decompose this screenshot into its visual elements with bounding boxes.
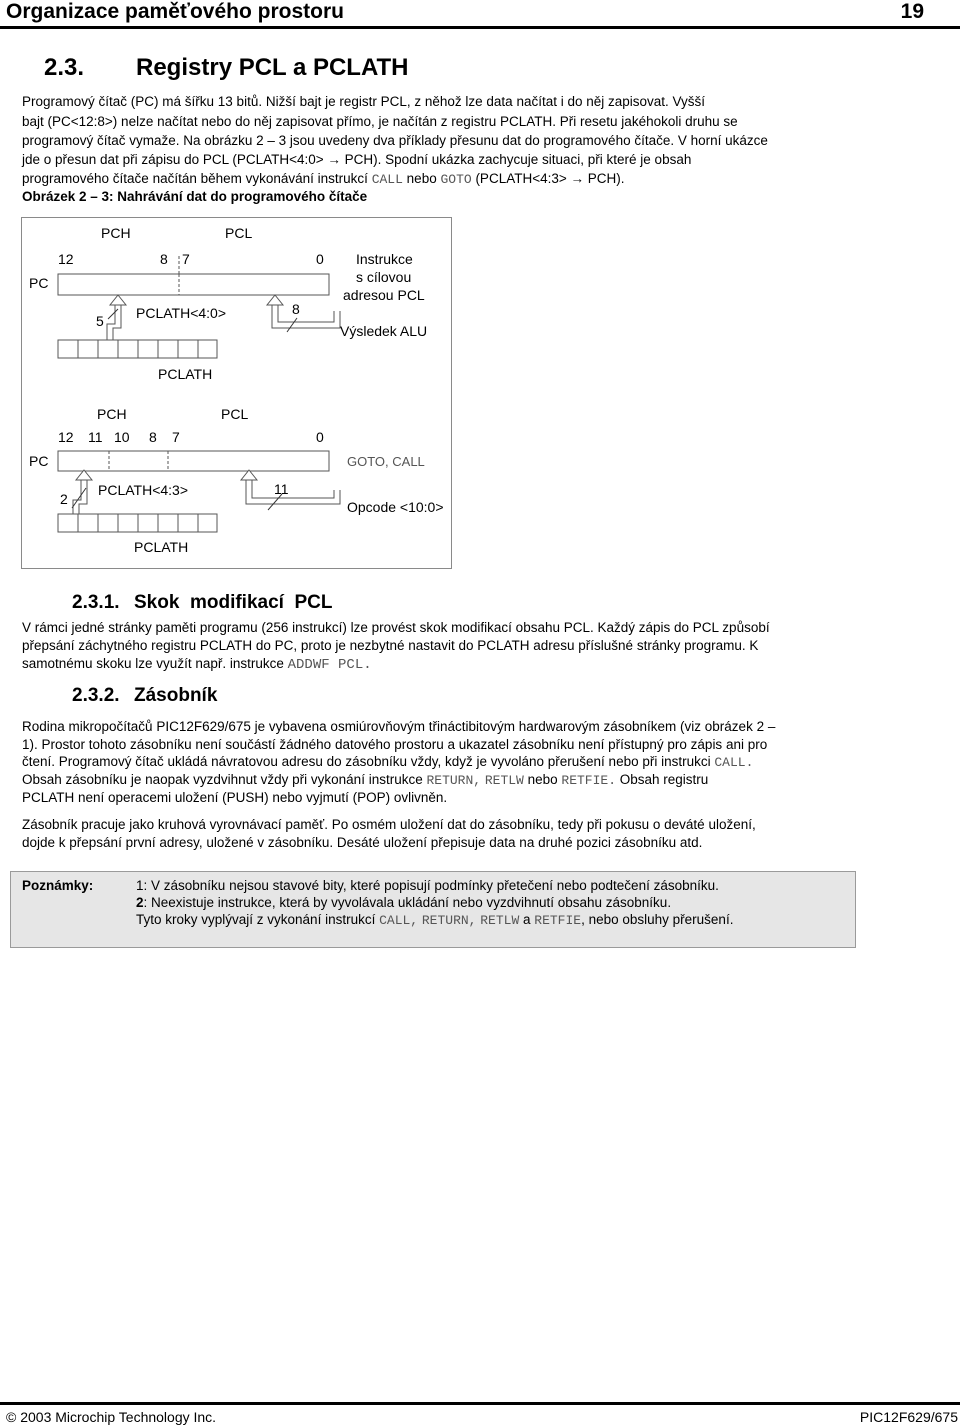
- notes-box: [10, 871, 856, 948]
- top-bit-8: 8: [160, 251, 168, 267]
- bottom-bit-12: 12: [58, 429, 74, 445]
- subsection-title: Skok modifikací PCL: [134, 592, 333, 613]
- sub2-p2-line: Zásobník pracuje jako kruhová vyrovnávací paměť. Po osmém uložení dat do zásobníku, tedy při pokusu o deváté uložení,: [22, 817, 756, 832]
- top-pclath-register: [58, 340, 217, 358]
- intro-text: (PCLATH<4:3> → PCH).: [471, 171, 625, 186]
- sub2-line: [22, 753, 844, 772]
- code-return: RETURN,: [421, 913, 477, 928]
- code-call: CALL.: [714, 755, 754, 770]
- section-number: 2.3.: [44, 54, 85, 81]
- top-alu-label: Výsledek ALU: [340, 323, 428, 339]
- sub2-line: PCLATH není operacemi uložení (PUSH) nebo vyjmutí (POP) ovlivněn.: [22, 790, 448, 805]
- header-rule: [0, 26, 960, 29]
- sub2-line: 1). Prostor tohoto zásobníku není součástí žádného datového prostoru a ukazatel zásobníku není přístupný pro zápis ani pro: [22, 737, 768, 752]
- top-pch-label: PCH: [101, 225, 131, 241]
- bottom-width-11: 11: [274, 481, 289, 497]
- code-retlw: RETLW: [484, 773, 524, 788]
- top-bit-7: 7: [182, 251, 190, 267]
- top-arrow-pcl: [267, 295, 340, 328]
- top-pcl-label: PCL: [225, 225, 253, 241]
- bottom-bit-7: 7: [172, 429, 180, 445]
- code-call: CALL,: [379, 913, 419, 928]
- top-width-5: 5: [96, 313, 104, 329]
- bottom-pc-label: PC: [29, 453, 49, 469]
- top-slash-5: [108, 309, 118, 319]
- footer-copyright: © 2003 Microchip Technology Inc.: [6, 1409, 217, 1425]
- note-1-number: 1: [136, 878, 144, 893]
- page-number: 19: [900, 0, 924, 23]
- top-width-8: 8: [292, 301, 300, 317]
- sub2-p2-line: dojde k přepsání první adresy, uložené v zásobníku. Desáté uložení přepisuje data na druhé pozici zásobníku atd.: [22, 835, 703, 850]
- note-3-text: , nebo obsluhy přerušení.: [581, 912, 734, 927]
- bottom-arrow-pch: [73, 470, 92, 514]
- bottom-opcode-label: Opcode <10:0>: [347, 499, 444, 515]
- sub2-text: Obsah zásobníku je naopak vyzdvihnut vždy při vykonání instrukce: [22, 772, 427, 787]
- sub2-line: Rodina mikropočítačů PIC12F629/675 je vybavena osmiúrovňovým třináctibitovým hardwarovým zásobníkem (viz obrázek 2 –: [22, 719, 776, 734]
- intro-text: programového čítače načítán během vykonávání instrukcí: [22, 171, 372, 186]
- subsection-number: 2.3.1.: [72, 592, 120, 613]
- bottom-bit-10: 10: [114, 429, 130, 445]
- notes-label: Poznámky:: [22, 878, 94, 893]
- bottom-pch-label: PCH: [97, 406, 127, 422]
- top-slash-8: [287, 318, 297, 332]
- bottom-arrow-pcl: [241, 470, 340, 504]
- footer-doc-id: PIC12F629/675: [859, 1409, 958, 1425]
- bottom-bit-0: 0: [316, 429, 324, 445]
- sub1-line: [22, 655, 844, 674]
- bottom-pc-register: [58, 451, 329, 471]
- bottom-bit-8: 8: [149, 429, 157, 445]
- section-title: Registry PCL a PCLATH: [136, 54, 409, 81]
- sub2-text: Obsah registru: [616, 772, 709, 787]
- top-instr-line2: s cílovou: [356, 269, 412, 285]
- subsection-title: Zásobník: [134, 685, 218, 706]
- intro-line: bajt (PC<12:8>) nelze načítat nebo do něj zapisovat přímo, je načítán z registru PCLATH. Při resetu jakéhokoli druhu se: [22, 114, 738, 129]
- top-bit-12: 12: [58, 251, 74, 267]
- sub2-line: [22, 771, 844, 790]
- code-goto: GOTO: [440, 172, 472, 187]
- note-2: [136, 895, 842, 910]
- sub1-line: V rámci jedné stránky paměti programu (256 instrukcí) lze provést skok modifikací obsahu PCL. Každý zápis do PCL způsobí: [22, 620, 770, 635]
- code-retfie: RETFIE.: [561, 773, 617, 788]
- code-return: RETURN,: [426, 773, 482, 788]
- subsection-number: 2.3.2.: [72, 685, 120, 706]
- note-3: [136, 912, 842, 928]
- bottom-width-2: 2: [60, 491, 68, 507]
- intro-line: [22, 169, 844, 190]
- figure-caption: Obrázek 2 – 3: Nahrávání dat do programového čítače: [22, 189, 368, 204]
- note-1: [136, 878, 842, 893]
- sub1-line: přepsání záchytného registru PCLATH do PC, proto je nezbytné nastavit do PCLATH adresu příslušné stránky programu. K: [22, 638, 759, 653]
- sub2-text: čtení. Programový čítač ukládá návratovou adresu do zásobníku vždy, když je vyvoláno přerušení nebo při instrukci: [22, 754, 715, 769]
- bottom-pclath-range: PCLATH<4:3>: [98, 482, 189, 498]
- bottom-pclath-label: PCLATH: [134, 539, 189, 555]
- bottom-goto-call: GOTO, CALL: [347, 454, 425, 469]
- sub1-text: samotnému skoku lze využít např. instrukce: [22, 656, 288, 671]
- code-retlw: RETLW: [480, 913, 520, 928]
- note-3-text: Tyto kroky vyplývají z vykonání instrukcí: [136, 912, 380, 927]
- code-addwf: ADDWF PCL.: [287, 657, 372, 673]
- intro-line: programový čítač vymaže. Na obrázku 2 – 3 jsou uvedeny dva příklady přesunu dat do programového čítače. V horní ukázce: [22, 133, 768, 148]
- top-pclath-range: PCLATH<4:0>: [136, 305, 227, 321]
- intro-line: jde o přesun dat při zápisu do PCL (PCLATH<4:0> → PCH). Spodní ukázka zachycuje situaci, při které je obsah: [22, 152, 692, 167]
- note-2-text: : Neexistuje instrukce, která by vyvolávala ukládání nebo vyzdvihnutí obsahu zásobníku.: [143, 895, 672, 910]
- bottom-pcl-label: PCL: [221, 406, 249, 422]
- note-2-number: 2: [136, 895, 144, 910]
- note-1-text: : V zásobníku nejsou stavové bity, které popisují podmínky přetečení nebo podtečení zásobníku.: [143, 878, 719, 893]
- pc-loading-diagram: [22, 218, 451, 568]
- top-bit-0: 0: [316, 251, 324, 267]
- figure-pc-loading: [21, 217, 452, 569]
- intro-text: nebo: [402, 171, 441, 186]
- top-pc-register: [58, 256, 329, 295]
- top-instr-line1: Instrukce: [356, 251, 413, 267]
- running-header-title: Organizace paměťového prostoru: [6, 0, 344, 23]
- code-call: CALL: [371, 172, 403, 187]
- bottom-bit-11: 11: [88, 429, 103, 445]
- code-retfie: RETFIE: [534, 913, 582, 928]
- top-pc-label: PC: [29, 275, 49, 291]
- footer-rule: [0, 1402, 960, 1405]
- top-instr-line3: adresou PCL: [343, 287, 425, 303]
- sub2-text: nebo: [523, 772, 562, 787]
- note-3-text: a: [519, 912, 535, 927]
- bottom-pclath-register: [58, 514, 217, 532]
- intro-line: Programový čítač (PC) má šířku 13 bitů. Nižší bajt je registr PCL, z něhož lze data načítat i do něj zapisovat. Vyšší: [22, 94, 706, 109]
- top-pclath-label: PCLATH: [158, 366, 213, 382]
